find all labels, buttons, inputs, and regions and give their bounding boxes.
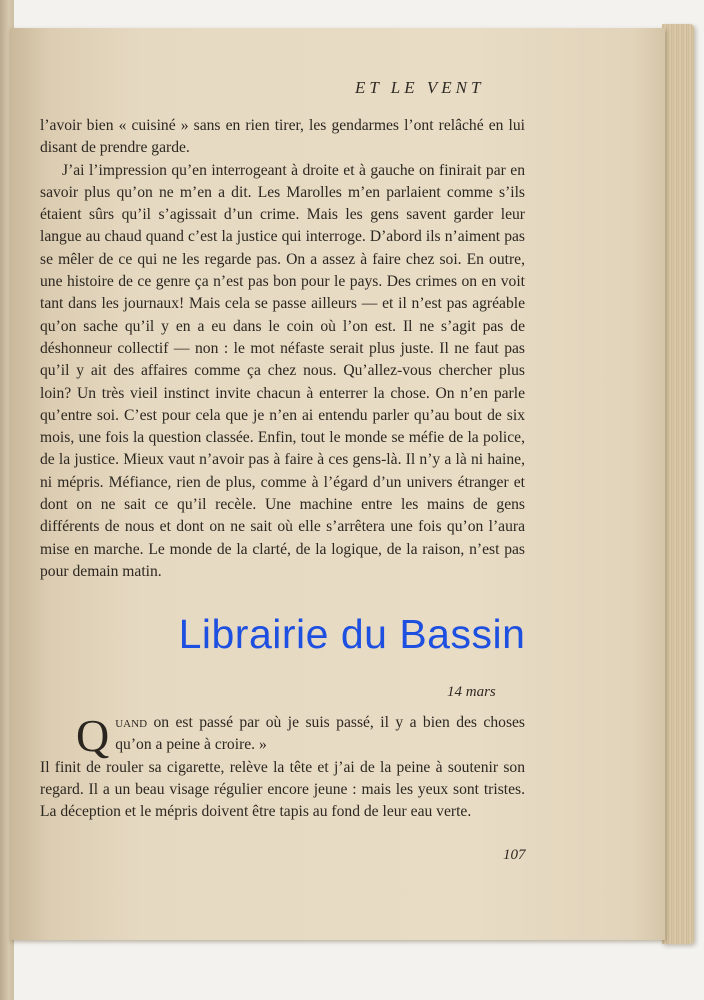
paragraph-continued: l’avoir bien « cuisiné » sans en rien tirer, les gendarmes l’ont relâché en lui disant de prendre garde. — [40, 117, 525, 157]
entry-date: 14 mars — [447, 684, 496, 700]
body-text — [40, 115, 525, 583]
section-second-paragraph: Il finit de rouler sa cigarette, relève la tête et j’ai de la peine à soutenir son regard. Il a un beau visage régulier encore jeune : mais les yeux sont tristes. La déception et le mépris doivent être tapis au fond de leur eau verte. — [40, 758, 525, 821]
drop-cap: Q — [76, 710, 110, 761]
small-caps-word: uand — [115, 714, 148, 731]
page-edges — [662, 24, 694, 944]
section-first-paragraph — [40, 710, 525, 761]
running-head: ET LE VENT — [355, 78, 485, 97]
watermark-text: Librairie du Bassin — [178, 611, 526, 657]
paragraph-main: J’ai l’impression qu’en interrogeant à droite et à gauche on finirait par en savoir plus qu’on ne m’en a dit. Les Marolles m’en parlaient comme s’ils étaient sûrs qu’il s’agissait d’un crime. Mais les gens savent garder leur langue au chaud quand c’est la justice qui interroge. D’abord ils n’aiment pas se mêler de ce qui ne les regarde pas. On a assez à faire chez soi. En outre, une histoire de ce genre ça n’est pas bon pour le pays. Des crimes on en voit tant dans les journaux! Mais cela se passe ailleurs — et il n’est pas agréable qu’on sache qu’il y en a eu dans le coin où l’on est. Il ne s’agit pas de déshonneur collectif — non : le mot néfaste serait plus juste. Il ne faut pas qu’il y ait des affaires comme ça chez nous. Qu’allez-vous chercher plus loin? Un très vieil instinct invite chacun à enterrer la chose. On n’en parle qu’entre soi. C’est pour cela que je n’en ai entendu parler qu’au bout de six mois, une fois la question classée. Enfin, tout le monde se méfie de la police, de la justice. Mieux vaut n’avoir pas à faire à ces gens-là. Il n’y a là ni haine, ni mépris. Méfiance, rien de plus, comme à l’égard d’un univers étranger et dont on ne sait ce qu’il recèle. Une machine entre les mains de gens différents de nous et dont on ne sait où elle s’arrêtera une fois qu’on l’aura mise en marche. Le monde de la clarté, de la logique, de la raison, n’est pas pour demain matin. — [40, 161, 525, 580]
page-number: 107 — [503, 847, 526, 863]
section-first-paragraph-text: on est passé par où je suis passé, il y a bien des choses qu’on a peine à croire. » — [115, 714, 525, 754]
new-section — [40, 712, 525, 823]
